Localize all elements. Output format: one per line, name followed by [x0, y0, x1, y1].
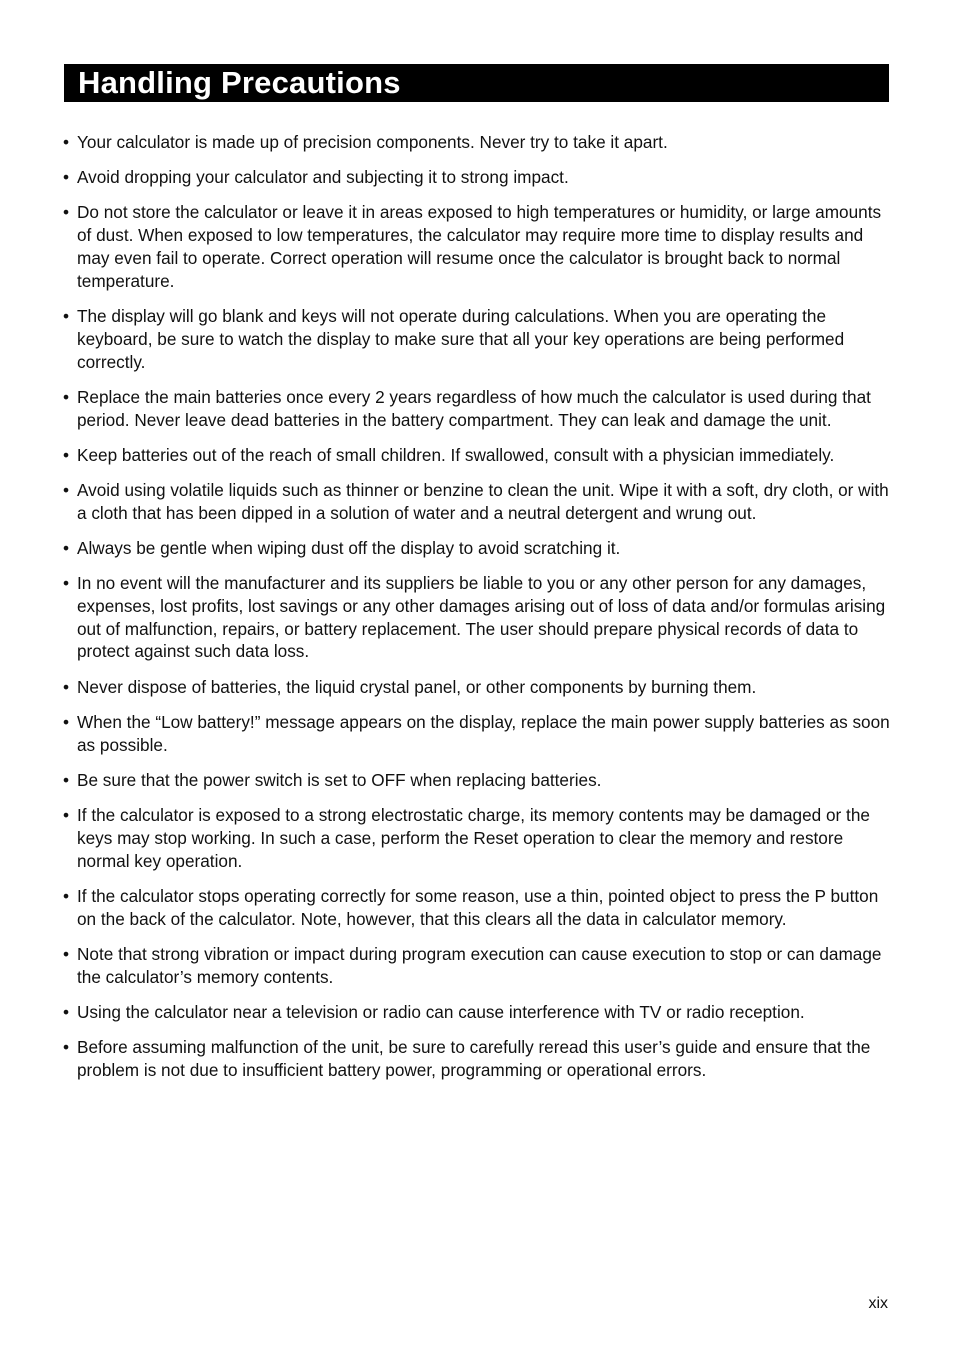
precaution-text: Do not store the calculator or leave it in areas exposed to high temperatures or humidity, or large amounts of dust. When exposed to low temperatures, the calculator may require more time to display results and may even fail to operate. Correct operation will resume once the calculator is brought back to normal temperature. — [77, 202, 882, 291]
bullet-mark: • — [63, 479, 70, 500]
precaution-text: Be sure that the power switch is set to OFF when replacing batteries. — [77, 769, 602, 790]
list-item — [63, 201, 893, 292]
list-item — [63, 572, 893, 663]
precaution-text: Never dispose of batteries, the liquid crystal panel, or other components by burning them. — [77, 676, 757, 697]
precaution-text: The display will go blank and keys will not operate during calculations. When you are operating the keyboard, be sure to watch the display to make sure that all your key operations are being performed correctly. — [77, 305, 845, 372]
list-item — [63, 444, 893, 467]
section-title-bar — [64, 64, 889, 102]
list-item — [63, 166, 893, 189]
list-item — [63, 943, 893, 989]
list-item — [63, 1036, 893, 1082]
list-item — [63, 131, 893, 154]
bullet-mark: • — [63, 167, 70, 188]
precaution-text: Note that strong vibration or impact during program execution can cause execution to stop or can damage the calculator’s memory contents. — [77, 943, 882, 987]
list-item — [63, 676, 893, 699]
bullet-mark: • — [63, 885, 70, 906]
page-title: Handling Precautions — [78, 65, 401, 100]
list-item — [63, 804, 893, 872]
bullet-mark: • — [63, 132, 70, 152]
precaution-text: Using the calculator near a television or radio can cause interference with TV or radio reception. — [77, 1001, 805, 1022]
bullet-mark: • — [63, 1001, 70, 1022]
list-item — [63, 769, 893, 792]
precaution-text: When the “Low battery!” message appears on the display, replace the main power supply batteries as soon as possible. — [77, 711, 890, 755]
list-item — [63, 305, 893, 373]
bullet-mark: • — [63, 711, 70, 732]
precaution-text: Your calculator is made up of precision components. Never try to take it apart. — [77, 132, 668, 152]
bullet-mark: • — [63, 943, 70, 964]
list-item — [63, 885, 893, 931]
list-item — [63, 711, 893, 757]
bullet-mark: • — [63, 676, 70, 697]
bullet-mark: • — [63, 769, 70, 790]
bullet-mark: • — [63, 305, 70, 326]
bullet-mark: • — [63, 202, 70, 223]
precaution-text: Replace the main batteries once every 2 years regardless of how much the calculator is used during that period. Never leave dead batteries in the battery compartment. They can leak and damage the unit. — [77, 386, 871, 430]
precaution-text: Avoid dropping your calculator and subjecting it to strong impact. — [77, 167, 569, 188]
precaution-text: If the calculator is exposed to a strong electrostatic charge, its memory contents may be damaged or the keys may stop working. In such a case, perform the Reset operation to clear the memory and restore normal key operation. — [77, 805, 870, 871]
list-item — [63, 1001, 893, 1024]
bullet-mark: • — [63, 444, 70, 465]
bullet-mark: • — [63, 386, 70, 407]
precaution-text: Avoid using volatile liquids such as thinner or benzine to clean the unit. Wipe it with a soft, dry cloth, or with a cloth that has been dipped in a solution of water and a neutral detergent and wrung out. — [77, 479, 889, 523]
precaution-text: If the calculator stops operating correctly for some reason, use a thin, pointed object to press the P button on the back of the calculator. Note, however, that this clears all the data in calculator memory. — [77, 885, 879, 929]
precaution-text: Keep batteries out of the reach of small children. If swallowed, consult with a physician immediately. — [77, 444, 835, 465]
precaution-text: Always be gentle when wiping dust off the display to avoid scratching it. — [77, 537, 621, 558]
precautions-list — [63, 131, 893, 1094]
bullet-mark: • — [63, 805, 70, 826]
list-item — [63, 537, 893, 560]
page-number: xix — [868, 1295, 888, 1312]
list-item — [63, 479, 893, 525]
bullet-mark: • — [63, 537, 70, 558]
precaution-text: In no event will the manufacturer and its suppliers be liable to you or any other person for any damages, expenses, lost profits, lost savings or any other damages arising out of loss of data and/or formulas arising out of malfunction, repairs, or battery replacement. The user should prepare physical records of data to protect against such data loss. — [77, 573, 886, 662]
bullet-mark: • — [63, 1036, 70, 1057]
precaution-text: Before assuming malfunction of the unit, be sure to carefully reread this user’s guide and ensure that the problem is not due to insufficient battery power, programming or operational errors. — [77, 1036, 871, 1080]
list-item — [63, 386, 893, 432]
bullet-mark: • — [63, 573, 70, 594]
